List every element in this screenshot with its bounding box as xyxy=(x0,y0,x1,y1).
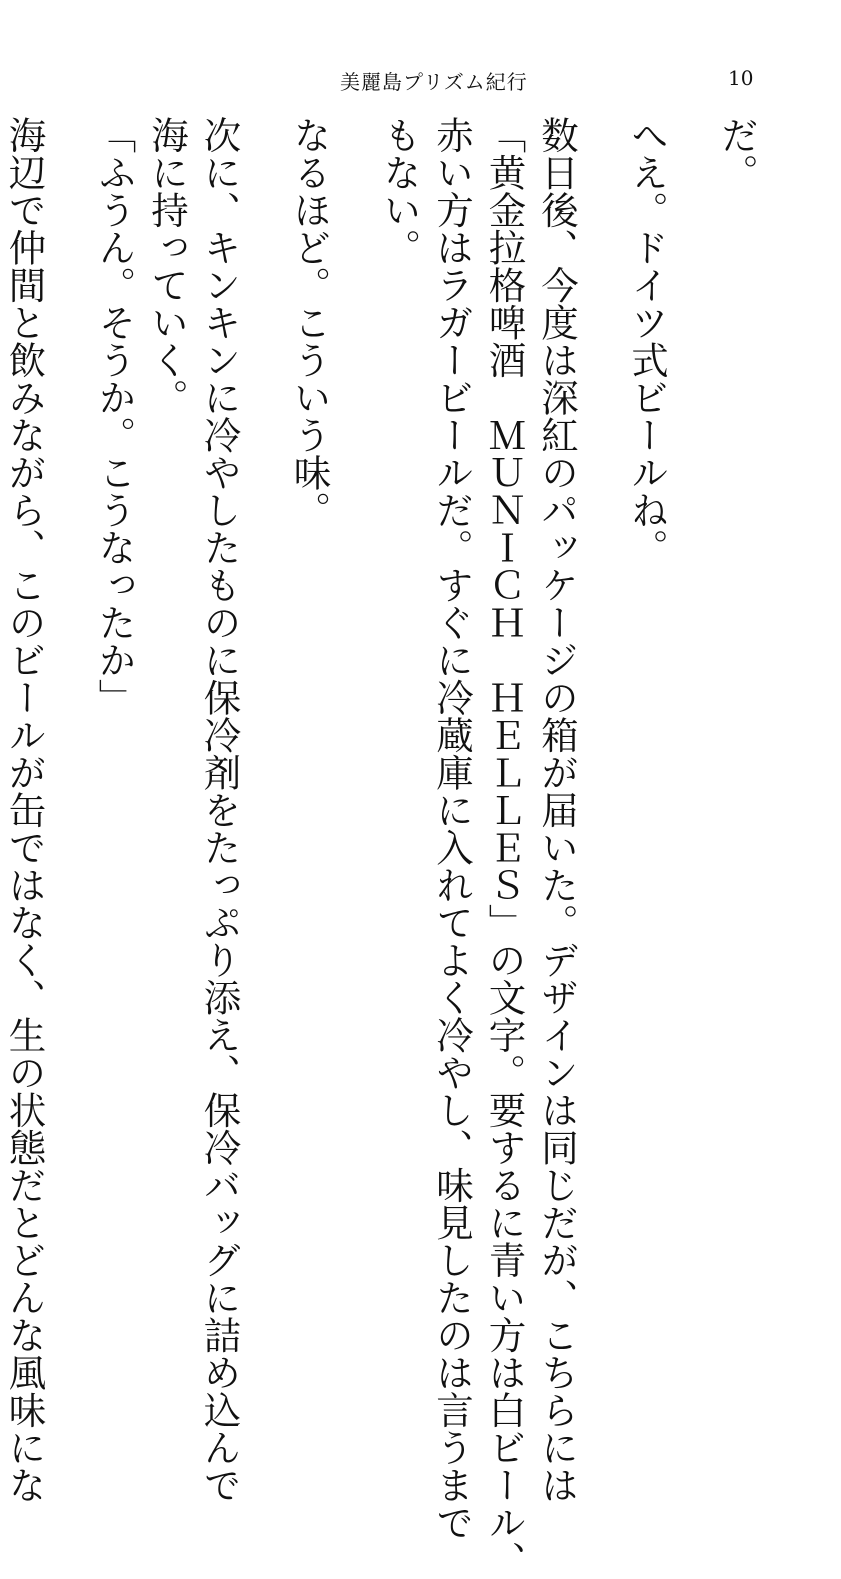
header-title: 美麗島プリズム紀行 xyxy=(340,70,528,94)
body-text xyxy=(2,116,763,1579)
text-line: 海に持っていく。 xyxy=(145,116,189,416)
text-line: へえ。ドイツ式ビールね。 xyxy=(625,116,669,566)
text-line: 赤い方はラガービールだ。すぐに冷蔵庫に入れてよく冷やし、味見したのは言うまで xyxy=(430,116,474,1541)
text-line: なるほど。こういう味。 xyxy=(287,116,332,529)
text-line: 「ふうん。そうか。こうなったか」 xyxy=(92,116,137,716)
page-number: 10 xyxy=(728,66,754,90)
text-line: だ。 xyxy=(715,116,759,191)
text-line: もない。 xyxy=(377,116,422,266)
text-line: 海辺で仲間と飲みながら、このビールが缶ではなく、生の状態だとどんな風味にな xyxy=(2,116,47,1504)
text-line: 数日後、今度は深紅のパッケージの箱が届いた。デザインは同じだが、こちらには xyxy=(535,116,579,1504)
text-line: 次に、キンキンに冷やしたものに保冷剤をたっぷり添え、保冷バッグに詰め込んで xyxy=(197,116,242,1504)
text-line: 「黄金拉格啤酒 ＭＵＮＩＣＨ ＨＥＬＬＥＳ」の文字。要するに青い方は白ビール、 xyxy=(482,116,527,1579)
